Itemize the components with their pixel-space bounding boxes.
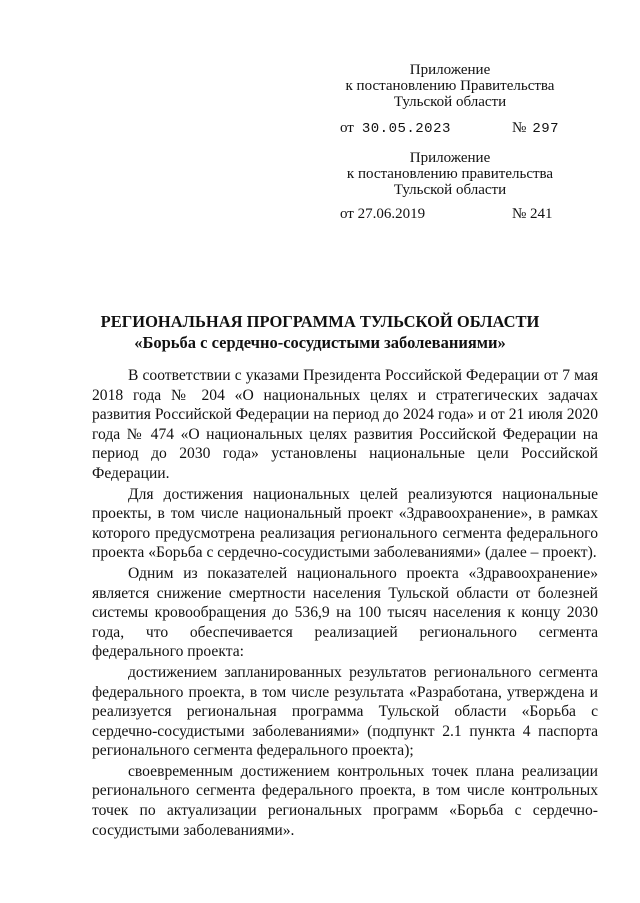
annex-title: Приложение <box>409 150 491 166</box>
program-title-line1: РЕГИОНАЛЬНАЯ ПРОГРАММА ТУЛЬСКОЙ ОБЛАСТИ <box>100 312 540 331</box>
annex-region-line: Тульской области <box>393 182 507 198</box>
number-label: № <box>512 120 527 136</box>
annex-title: Приложение <box>409 62 491 78</box>
date-label: от <box>340 120 354 136</box>
current-date-line <box>340 120 451 137</box>
decree-number: 297 <box>532 121 560 137</box>
current-number-line <box>512 120 559 137</box>
annex-header-current <box>330 62 570 110</box>
paragraph-1: В соответствии с указами Президента Российской Федерации от 7 мая 2018 года № 204 «О национальных целях и стратегических задачах развития Российской Федерации на период до 2024 года» и от 21 июля 2020 года № 474 «О национальных целях развития Российской Федерации на период до 2030 года» установлены национальные цели Российской Федерации. <box>92 367 598 482</box>
program-title <box>60 311 580 353</box>
paragraph-5: своевременным достижением контрольных точек плана реализации регионального сегмента федерального проекта, в том числе контрольных точек по актуализации региональных программ «Борьба с сердечно-сосудистыми заболеваниями». <box>92 762 598 839</box>
document-body <box>92 366 598 840</box>
decree-date: 30.05.2023 <box>361 121 451 137</box>
annex-decree-line: к постановлению правительства <box>346 166 554 182</box>
annex-region-line: Тульской области <box>393 94 507 110</box>
original-date: от 27.06.2019 <box>340 206 426 222</box>
paragraph-4: достижением запланированных результатов регионального сегмента федерального проекта, в том числе результата «Разработана, утверждена и реализуется региональная программа Тульской области «Борьба с сердечно-сосудистыми заболеваниями» (подпункт 2.1 пункта 4 паспорта регионального сегмента федерального проекта); <box>92 663 598 760</box>
annex-header-original <box>330 150 570 198</box>
paragraph-2: Для достижения национальных целей реализуются национальные проекты, в том числе национальный проект «Здравоохранение», в рамках которого предусмотрена реализация регионального сегмента федерального проекта «Борьба с сердечно-сосудистыми заболеваниями» (далее – проект). <box>92 485 598 562</box>
annex-decree-line: к постановлению Правительства <box>345 78 555 94</box>
program-title-line2: «Борьба с сердечно-сосудистыми заболеваниями» <box>134 333 506 352</box>
original-number: № 241 <box>512 206 553 222</box>
paragraph-3: Одним из показателей национального проекта «Здравоохранение» является снижение смертности населения Тульской области от болезней системы кровообращения до 536,9 на 100 тысяч населения к концу 2030 года, что обеспечивается реализацией регионального сегмента федерального проекта: <box>92 564 598 661</box>
